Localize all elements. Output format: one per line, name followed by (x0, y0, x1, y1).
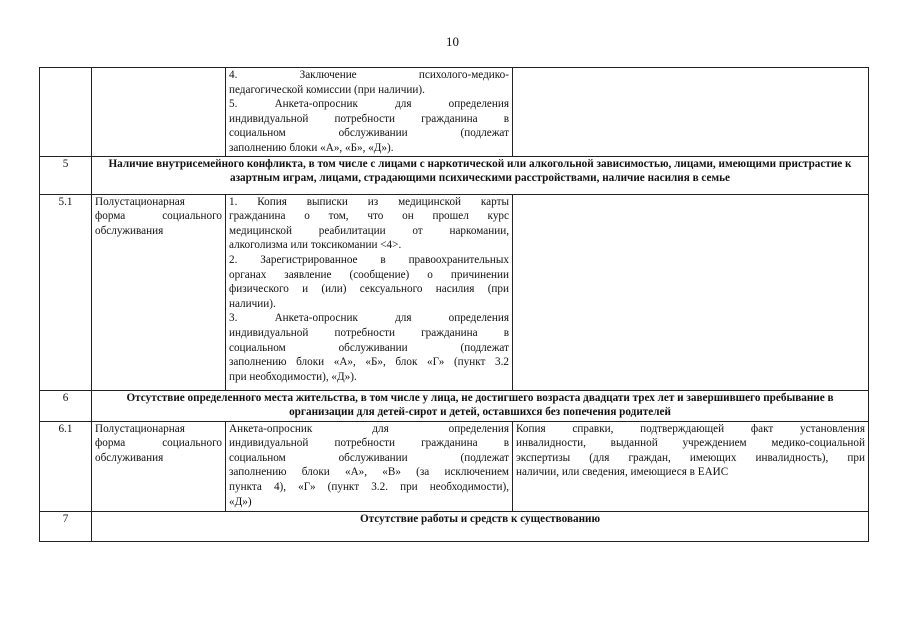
text-line: наличии). (229, 297, 276, 310)
text-line: алкоголизма или токсикомании <4>. (229, 239, 402, 252)
row-number-cell: 6.1 (40, 421, 92, 511)
section-heading: Отсутствие определенного места жительства, в том числе у лица, не достигшего возраста двадцати трех лет и завершившего пребывание в организации для детей-сирот и детей, оставшихся без попечения родителей (92, 390, 869, 421)
table-row-6-1 (40, 421, 869, 511)
text-line: «Д») (229, 495, 252, 508)
row-number-cell (40, 68, 92, 157)
service-form-cell (92, 68, 226, 157)
text-line: инвалидности, выданной учреждением медико-социальной (516, 437, 865, 450)
text-line: индивидуальной потребности гражданина в (229, 326, 509, 339)
text-line: социальном обслуживании (подлежат (229, 341, 509, 354)
text-line: 4. Заключение психолого-медико- (229, 69, 509, 81)
section-number: 5 (40, 156, 92, 194)
text-line: 5. Анкета-опросник для определения (229, 98, 509, 111)
documents-cell (226, 68, 513, 157)
text-line: медицинской реабилитации от наркомании, (229, 224, 509, 237)
row-number-cell: 5.1 (40, 194, 92, 390)
text-line: пункта 4), «Г» (пункт 3.2. при необходимости), (229, 480, 509, 493)
text-line: наличии, или сведения, имеющиеся в ЕАИС (516, 466, 729, 479)
text-line: форма социального (95, 437, 222, 450)
service-form-cell (92, 194, 226, 390)
section-heading: Отсутствие работы и средств к существованию (92, 511, 869, 541)
text-line: заполнению блоки «А», «Б», «Д»). (229, 141, 394, 154)
document-table (39, 67, 869, 542)
text-line: 3. Анкета-опросник для определения (229, 312, 509, 325)
text-line: заполнению блоки «А», «В» (за исключением (229, 466, 509, 479)
table-row-section-7 (40, 511, 869, 541)
additional-documents-cell (513, 194, 869, 390)
additional-documents-cell (513, 421, 869, 511)
page-number: 10 (446, 34, 459, 49)
section-number: 6 (40, 390, 92, 421)
text-line: социальном обслуживании (подлежат (229, 127, 509, 140)
text-line: 1. Копия выписки из медицинской карты (229, 195, 509, 208)
text-line: экспертизы (для граждан, имеющих инвалидность), при (516, 451, 865, 464)
table-row-5-1 (40, 194, 869, 390)
text-line: Полустационарная (95, 422, 185, 435)
text-line: Анкета-опросник для определения (229, 422, 509, 435)
text-line: 2. Зарегистрированное в правоохранительных (229, 253, 509, 266)
text-line: при необходимости), «Д»). (229, 370, 357, 383)
text-line: обслуживания (95, 451, 164, 464)
additional-documents-cell (513, 68, 869, 157)
section-heading: Наличие внутрисемейного конфликта, в том числе с лицами с наркотической или алкогольной зависимостью, лицами, имеющими пристрастие к азартным играм, лицами, страдающими психическими расстройствами, наличие насилия в семье (92, 156, 869, 194)
documents-cell (226, 421, 513, 511)
documents-cell (226, 194, 513, 390)
section-number: 7 (40, 511, 92, 541)
text-line: обслуживания (95, 224, 164, 237)
text-line: индивидуальной потребности гражданина в (229, 112, 509, 125)
text-line: индивидуальной потребности гражданина в (229, 437, 509, 450)
service-form-cell (92, 421, 226, 511)
text-line: заполнению блоки «А», «Б», блок «Г» (пункт 3.2 (229, 356, 509, 369)
text-line: форма социального (95, 210, 222, 223)
text-line: органах заявление (сообщение) о причинении (229, 268, 509, 281)
table-row-section-6 (40, 390, 869, 421)
text-line: Полустационарная (95, 195, 185, 208)
table-row-continuation (40, 68, 869, 157)
text-line: физического и (или) сексуального насилия (при (229, 283, 509, 296)
text-line: педагогической комиссии (при наличии). (229, 83, 425, 96)
table-row-section-5 (40, 156, 869, 194)
text-line: социальном обслуживании (подлежат (229, 451, 509, 464)
text-line: гражданина о том, что он прошел курс (229, 210, 509, 223)
text-line: Копия справки, подтверждающей факт установления (516, 422, 865, 435)
